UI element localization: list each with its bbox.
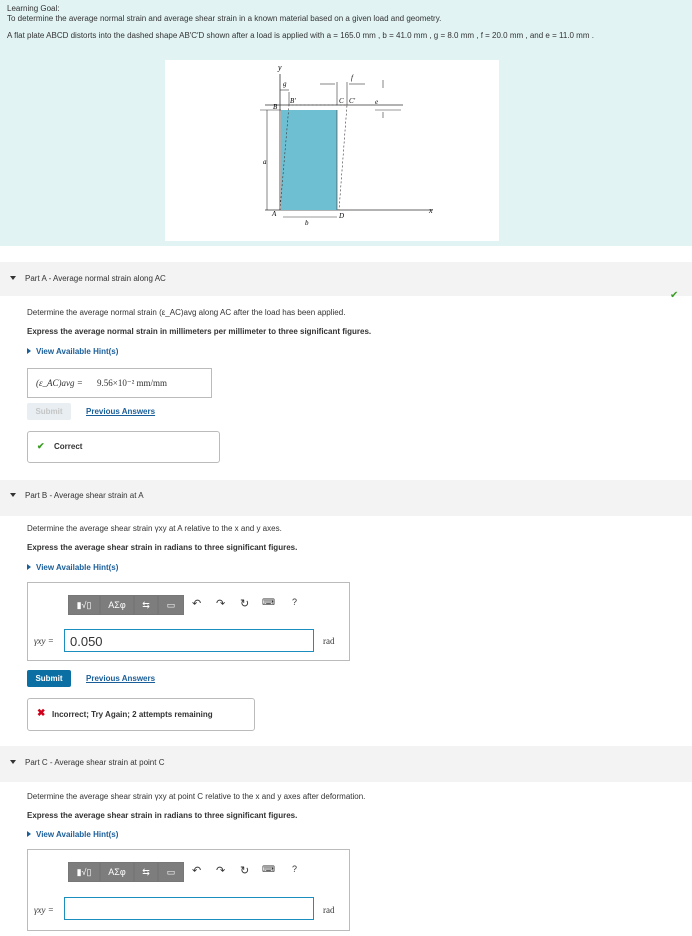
part-a-prompt: Determine the average normal strain (ε_AC)avg along AC after the load has been applied. <box>27 308 346 317</box>
plate-diagram <box>165 60 499 241</box>
vector-button[interactable]: ⇆ <box>134 862 158 882</box>
greek-symbols-button[interactable]: ΑΣφ <box>100 595 134 615</box>
learning-goal-heading: Learning Goal: <box>7 4 60 13</box>
part-c-hint-text: View Available Hint(s) <box>36 830 119 839</box>
part-a-header[interactable] <box>0 262 692 296</box>
label-D: D <box>339 212 345 220</box>
label-B-prime: B′ <box>290 97 296 105</box>
correct-check-icon: ✔ <box>37 441 45 451</box>
help-icon[interactable]: ? <box>292 597 298 607</box>
keyboard-icon[interactable]: ⌨ <box>262 864 275 874</box>
learning-goal-panel <box>0 0 692 246</box>
collapse-caret-icon <box>10 276 16 280</box>
label-C-prime: C′ <box>349 97 356 105</box>
label-g: g <box>283 80 287 88</box>
expand-triangle-icon <box>27 564 31 570</box>
templates-button[interactable]: ▮√▯ <box>68 862 100 882</box>
part-c-editor <box>27 849 350 931</box>
part-b-editor <box>27 582 350 661</box>
part-a-submit-button[interactable]: Submit <box>27 403 71 420</box>
undo-icon[interactable]: ↶ <box>192 865 202 877</box>
part-b-previous-answers-link[interactable]: Previous Answers <box>86 674 156 683</box>
part-a-answer-box <box>27 368 212 398</box>
part-b-answer-input[interactable]: 0.050 <box>64 629 314 652</box>
reset-icon[interactable]: ↻ <box>240 865 250 877</box>
part-a-hint-link[interactable] <box>27 347 118 356</box>
part-a-hint-text: View Available Hint(s) <box>36 347 119 356</box>
part-b-hint-link[interactable] <box>27 563 118 572</box>
label-B: B <box>273 103 278 111</box>
part-b-title-text: Part B - Average shear strain at A <box>25 491 144 500</box>
keyboard-icon[interactable]: ⌨ <box>262 597 275 607</box>
part-b-submit-button[interactable]: Submit <box>27 670 71 687</box>
part-a-feedback <box>27 431 220 463</box>
reset-icon[interactable]: ↻ <box>240 598 250 610</box>
collapse-caret-icon <box>10 760 16 764</box>
templates-button[interactable]: ▮√▯ <box>68 595 100 615</box>
part-a-title-text: Part A - Average normal strain along AC <box>25 274 166 283</box>
help-icon[interactable]: ? <box>292 864 298 874</box>
part-a-answer-label: (ε_AC)avg = <box>36 378 83 388</box>
incorrect-x-icon: ✖ <box>37 708 46 719</box>
redo-icon[interactable]: ↷ <box>216 865 226 877</box>
part-b-feedback <box>27 698 255 731</box>
part-a-title[interactable] <box>10 274 166 283</box>
label-A: A <box>272 210 277 218</box>
problem-statement: A flat plate ABCD distorts into the dashed shape AB′C′D shown after a load is applied with a = 165.0 mm , b = 41.0 mm , g = 8.0 mm , f = 20.0 mm , and e = 11.0 mm . <box>7 31 594 40</box>
part-c-answer-input[interactable] <box>64 897 314 920</box>
label-e: e <box>375 98 379 106</box>
part-b-feedback-text: Incorrect; Try Again; 2 attempts remaining <box>52 710 213 719</box>
part-c-title-text: Part C - Average shear strain at point C <box>25 758 165 767</box>
part-b-var-label: γxy = <box>34 636 54 646</box>
part-b-instruction: Express the average shear strain in radians to three significant figures. <box>27 543 298 552</box>
vector-button[interactable]: ⇆ <box>134 595 158 615</box>
label-x: x <box>429 206 433 215</box>
expand-triangle-icon <box>27 348 31 354</box>
part-b-header[interactable] <box>0 480 692 516</box>
units-button[interactable]: ▭ <box>158 595 184 615</box>
part-c-instruction: Express the average shear strain in radians to three significant figures. <box>27 811 298 820</box>
part-b-title[interactable] <box>10 491 144 500</box>
label-C: C <box>339 97 344 105</box>
label-b: b <box>305 219 309 227</box>
part-a-answer-value: 9.56×10⁻² mm/mm <box>97 378 168 388</box>
label-f: f <box>351 74 353 82</box>
units-button[interactable]: ▭ <box>158 862 184 882</box>
plate-figure <box>165 60 499 241</box>
undo-icon[interactable]: ↶ <box>192 598 202 610</box>
part-a-check-icon: ✔ <box>670 290 679 301</box>
part-a-previous-answers-link[interactable]: Previous Answers <box>86 407 156 416</box>
expand-triangle-icon <box>27 831 31 837</box>
part-a-instruction: Express the average normal strain in millimeters per millimeter to three significant figures. <box>27 327 372 336</box>
part-b-prompt: Determine the average shear strain γxy at A relative to the x and y axes. <box>27 524 282 533</box>
part-c-header[interactable] <box>0 746 692 782</box>
plate-rect <box>281 110 337 210</box>
label-a: a <box>263 158 267 166</box>
part-c-title[interactable] <box>10 758 164 767</box>
part-c-hint-link[interactable] <box>27 830 118 839</box>
part-c-var-label: γxy = <box>34 905 54 915</box>
part-c-prompt: Determine the average shear strain γxy at point C relative to the x and y axes after deformation. <box>27 792 366 801</box>
part-b-unit: rad <box>323 636 335 646</box>
part-b-hint-text: View Available Hint(s) <box>36 563 119 572</box>
part-a-feedback-text: Correct <box>54 442 83 451</box>
collapse-caret-icon <box>10 493 16 497</box>
redo-icon[interactable]: ↷ <box>216 598 226 610</box>
learning-goal-text: To determine the average normal strain and average shear strain in a known material based on a given load and geometry. <box>7 14 442 23</box>
label-y: y <box>278 63 282 72</box>
part-c-unit: rad <box>323 905 335 915</box>
greek-symbols-button[interactable]: ΑΣφ <box>100 862 134 882</box>
